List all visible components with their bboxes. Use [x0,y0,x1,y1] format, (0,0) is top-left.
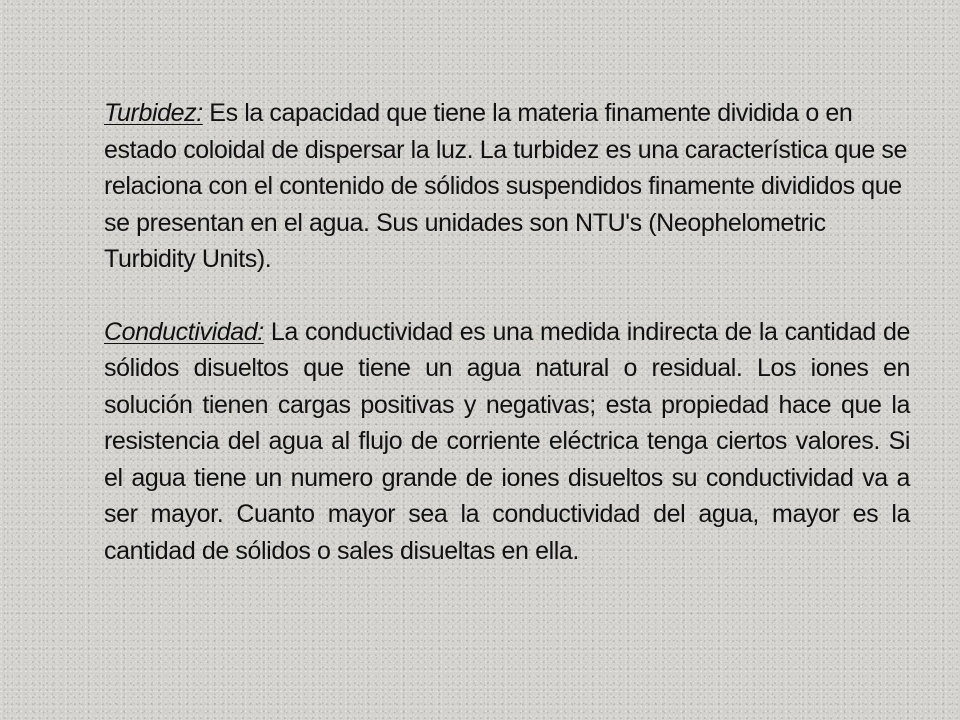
term-turbidez: Turbidez: [104,99,203,127]
slide-body [104,95,910,569]
paragraph-turbidez [104,95,910,278]
definition-turbidez: Es la capacidad que tiene la materia finamente dividida o en estado coloidal de dispersar la luz. La turbidez es una característica que se relaciona con el contenido de sólidos suspendidos finamente divididos que se presentan en el agua. Sus unidades son NTU's (Neophelometric Turbidity Units). [104,99,908,273]
definition-conductividad: La conductividad es una medida indirecta de la cantidad de sólidos disueltos que tiene un agua natural o residual. Los iones en solución tienen cargas positivas y negativas; esta propiedad hace que la resistencia del agua al flujo de corriente eléctrica tenga ciertos valores. Si el agua tiene un numero grande de iones disueltos su conductividad va a ser mayor. Cuanto mayor sea la conductividad del agua, mayor es la cantidad de sólidos o sales disueltas en ella. [104,317,910,565]
paragraph-conductividad [104,314,910,570]
term-conductividad: Conductividad: [104,317,264,346]
